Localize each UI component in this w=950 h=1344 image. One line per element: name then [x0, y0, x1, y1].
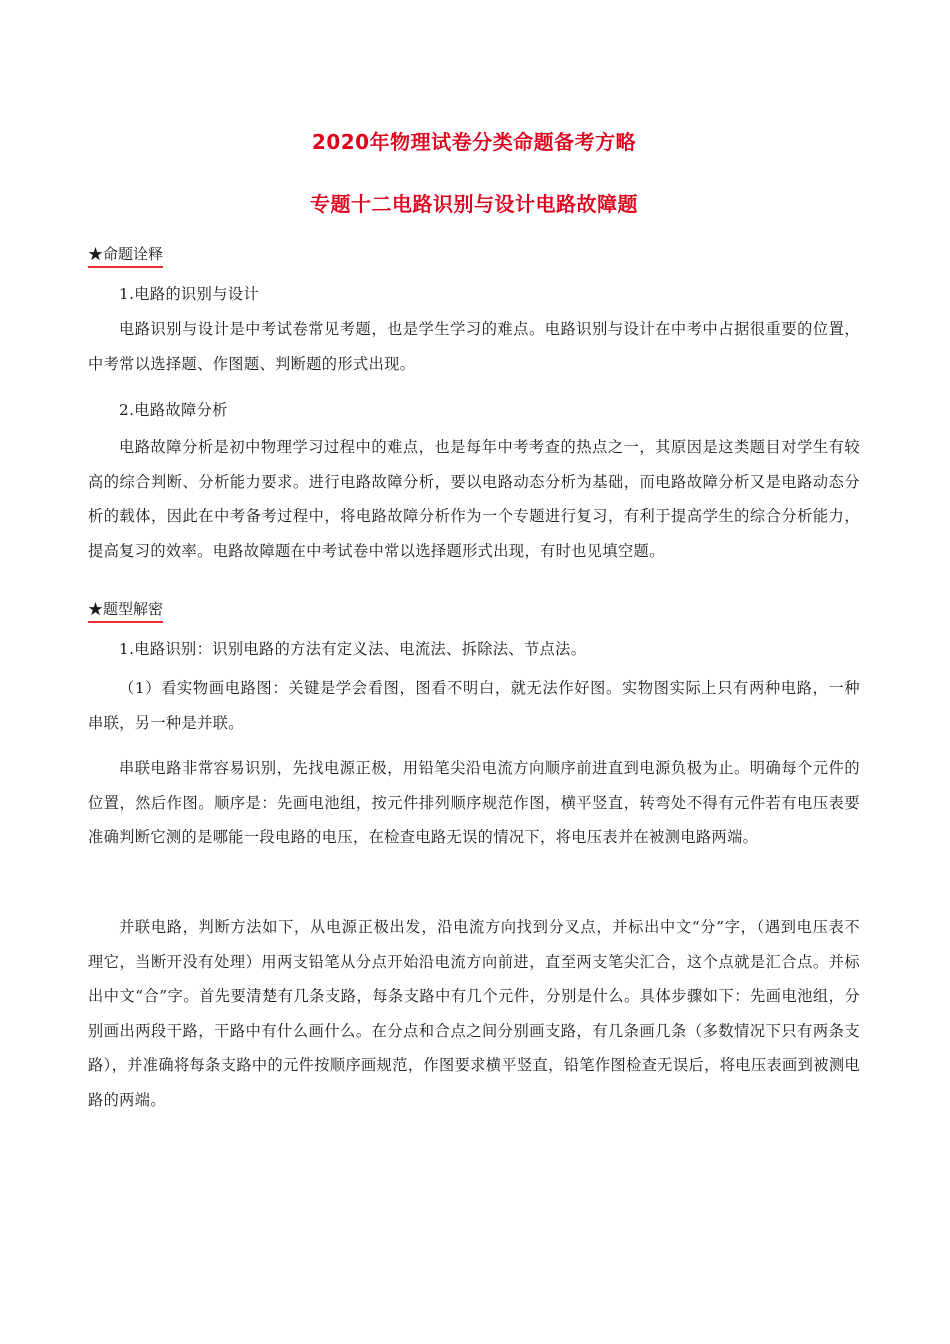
paragraph-recognition-methods: 1.电路识别：识别电路的方法有定义法、电流法、拆除法、节点法。	[119, 640, 587, 658]
section-heading-interpretation: ★命题诠释	[88, 243, 163, 268]
paragraph-real-circuit: （1）看实物画电路图：关键是学会看图，图看不明白，就无法作好图。实物图实际上只有两种电路，一种串联，另一种是并联。	[88, 679, 860, 732]
paragraph-fault-heading: 2.电路故障分析	[119, 401, 228, 419]
paragraph-series-circuit: 串联电路非常容易识别，先找电源正极，用铅笔尖沿电流方向顺序前进直到电源负极为止。明确每个元件的位置，然后作图。顺序是：先画电池组，按元件排列顺序规范作图，横平竖直，转弯处不得有元件若有电压表要准确判断它测的是哪能一段电路的电压，在检查电路无误的情况下，将电压表并在被测电路两端。	[88, 759, 860, 846]
paragraph-parallel-circuit: 并联电路，判断方法如下，从电源正极出发，沿电流方向找到分叉点，并标出中文“分”字，（遇到电压表不理它，当断开没有处理）用两支铅笔从分点开始沿电流方向前进，直至两支笔尖汇合，这个点就是汇合点。并标出中文“合”字。首先要清楚有几条支路，每条支路中有几个元件，分别是什么。具体步骤如下：先画电池组，分别画出两段干路，干路中有什么画什么。在分点和合点之间分别画支路，有几条画几条（多数情况下只有两条支路），并准确将每条支路中的元件按顺序画规范，作图要求横平竖直，铅笔作图检查无误后，将电压表画到被测电路的两端。	[88, 918, 860, 1109]
sub-title: 专题十二电路识别与设计电路故障题	[310, 192, 638, 216]
paragraph-design-body: 电路识别与设计是中考试卷常见考题，也是学生学习的难点。电路识别与设计在中考中占据很重要的位置，中考常以选择题、作图题、判断题的形式出现。	[88, 320, 860, 373]
paragraph-design-heading: 1.电路的识别与设计	[119, 285, 259, 303]
section-heading-analysis: ★题型解密	[88, 598, 163, 623]
main-title: 2020年物理试卷分类命题备考方略	[311, 130, 637, 154]
paragraph-fault-body: 电路故障分析是初中物理学习过程中的难点，也是每年中考考查的热点之一，其原因是这类题目对学生有较高的综合判断、分析能力要求。进行电路故障分析，要以电路动态分析为基础，而电路故障分析又是电路动态分析的载体，因此在中考备考过程中，将电路故障分析作为一个专题进行复习，有利于提高学生的综合分析能力，提高复习的效率。电路故障题在中考试卷中常以选择题形式出现，有时也见填空题。	[88, 438, 860, 560]
